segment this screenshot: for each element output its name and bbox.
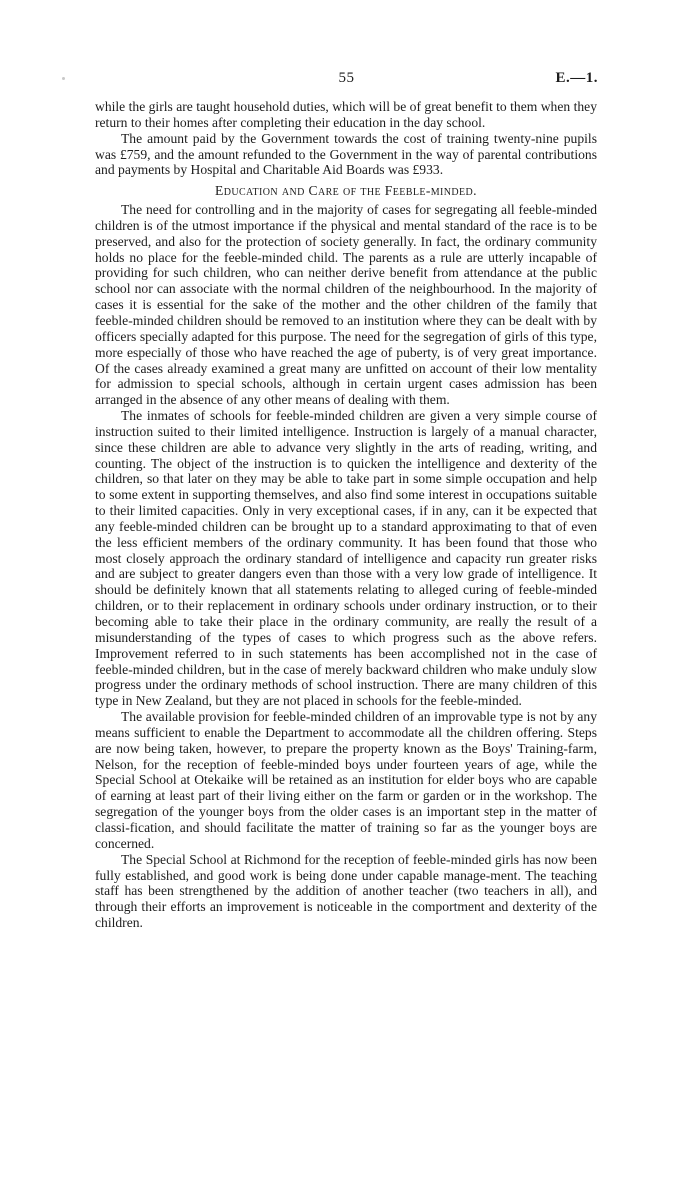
paragraph-richmond-school: The Special School at Richmond for the reception of feeble-minded girls has now been fully established, and good work is being done under capable manage-ment. The teaching staff has been strengthened by the addition of another teacher (two teachers in all), and through their efforts an improvement is noticeable in the comportment and dexterity of the children. xyxy=(95,851,597,931)
paragraph-need-for-segregation: The need for controlling and in the majority of cases for segregating all feeble-minded children is of the utmost importance if the physical and mental standard of the race is to be preserved, and also for the protection of society generally. In fact, the ordinary community holds no place for the feeble-minded child. The parents as a rule are utterly incapable of providing for such children, who can neither derive benefit from attendance at the public school nor can associate with the normal children of the neighbourhood. In the majority of cases it is essential for the sake of the mother and the other children of the family that feeble-minded children should be removed to an institution where they can be dealt with by officers specially adapted for this purpose. The need for the segregation of girls of this type, more especially of those who have reached the age of puberty, is of very great importance. Of the cases already examined a great many are unfitted on account of their low mentality for admission to special schools, although in certain urgent cases admission has been arranged in the absence of any other means of dealing with them. xyxy=(95,202,597,408)
paragraph-course-of-instruction: The inmates of schools for feeble-minded children are given a very simple course of instruction suited to their limited intelligence. Instruction is largely of a manual character, since these children are able to advance very slightly in the arts of reading, writing, and counting. The object of the instruction is to quicken the intelligence and dexterity of the children, so that later on they may be able to take part in some simple occupation and help to some extent in supporting themselves, and also find some interest in occupations suitable to their limited capacities. Only in very exceptional cases, if in any, can it be expected that any feeble-minded children can be brought up to a standard approximating to that of even the less efficient members of the ordinary community. It has been found that those who most closely approach the ordinary standard of intelligence and capacity run greater risks and are subject to greater dangers even than those with a very low grade of intelligence. It should be definitely known that all statements relating to alleged curing of feeble-minded children, or to their replacement in ordinary schools under ordinary instruction, or to their becoming able to take their place in the ordinary community, are really the result of a misunderstanding of the types of cases to which progress such as the above refers. Improvement referred to in such statements has been accomplished not in the case of feeble-minded children, but in the case of merely backward children who make unduly slow progress under the ordinary methods of school instruction. There are many children of this type in New Zealand, but they are not placed in schools for the feeble-minded. xyxy=(95,408,597,709)
paragraph-available-provision: The available provision for feeble-minded children of an improvable type is not by any means sufficient to enable the Department to accommodate all the children offering. Steps are now being taken, however, to prepare the property known as the Boys' Training-farm, Nelson, for the reception of feeble-minded boys under fourteen years of age, while the Special School at Otekaike will be retained as an institution for elder boys who are capable of earning at least part of their living either on the farm or garden or in the workshop. The segregation of the younger boys from the older cases is an important step in the matter of classi-fication, and should facilitate the matter of training so far as the younger boys are concerned. xyxy=(95,709,597,851)
paragraph-cost-of-training: The amount paid by the Government towards the cost of training twenty-nine pupils was £759, and the amount refunded to the Government in the way of parental contributions and payments by Hospital and Charitable Aid Boards was £933. xyxy=(95,130,597,178)
document-reference: E.—1. xyxy=(555,70,598,86)
body-text xyxy=(95,99,597,931)
paragraph-continued: while the girls are taught household duties, which will be of great benefit to them when they return to their homes after completing their education in the day school. xyxy=(95,99,597,130)
scan-speck xyxy=(62,77,65,80)
section-heading: Education and Care of the Feeble-minded. xyxy=(215,183,477,199)
page-header xyxy=(95,70,598,92)
page-number: 55 xyxy=(338,70,355,86)
